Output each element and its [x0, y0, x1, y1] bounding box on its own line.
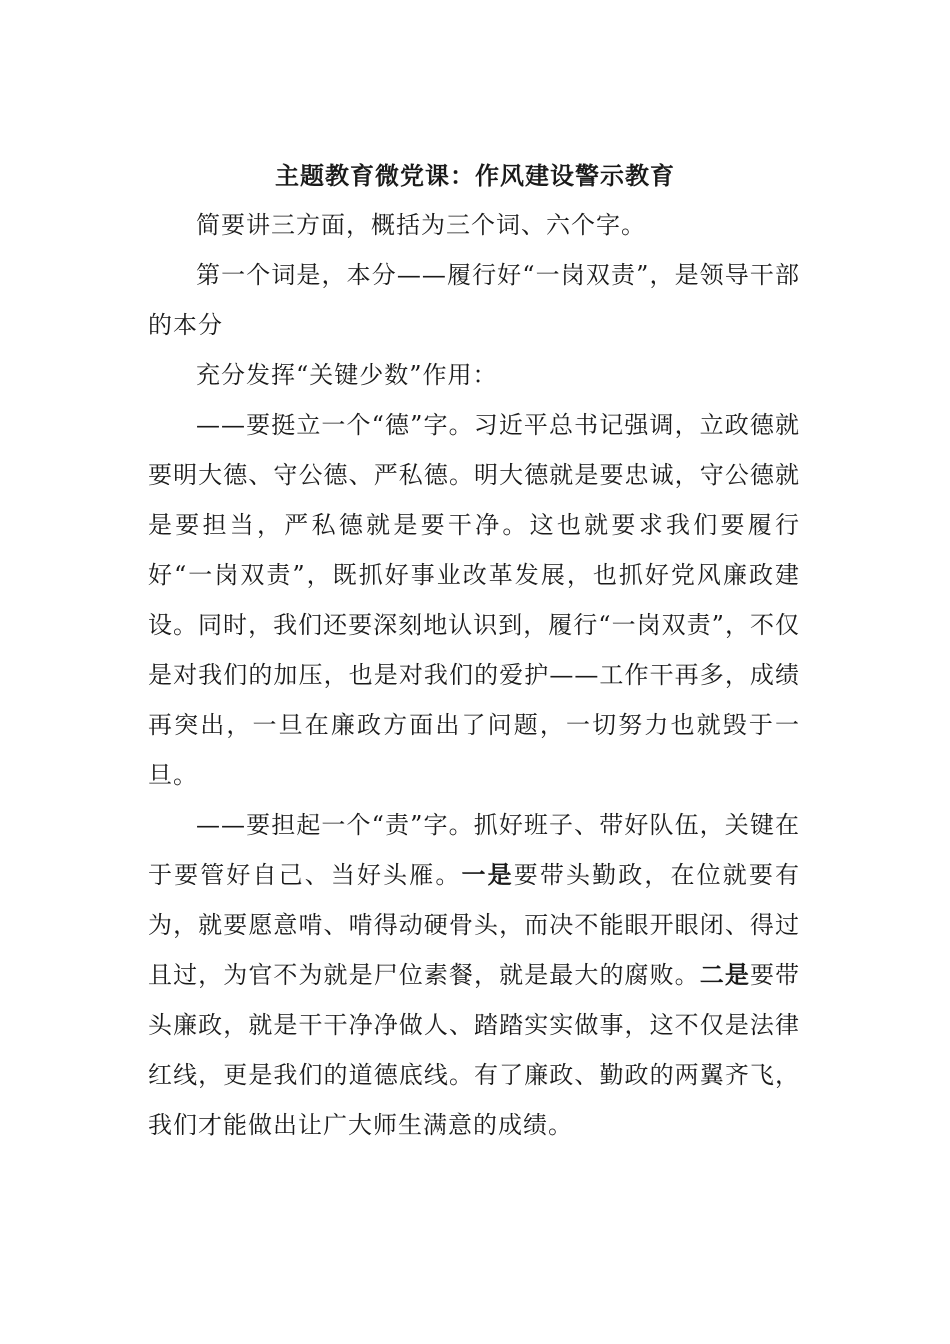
- document-title: 主题教育微党课：作风建设警示教育: [275, 161, 675, 190]
- paragraph: [148, 800, 800, 1150]
- paragraph-text: 要带头勤政，在位就要有为，就要愿意啃、啃得动硬骨头，而决不能眼开眼闭、得过且过，为官不为就是尸位素餐，就是最大的腐败。: [148, 861, 800, 989]
- paragraph: 充分发挥“关键少数”作用：: [196, 361, 498, 389]
- paragraph-text: 要带头廉政，就是干干净净做人、踏踏实实做事，这不仅是法律红线，更是我们的道德底线。有了廉政、勤政的两翼齐飞，我们才能做出让广大师生满意的成绩。: [148, 961, 801, 1139]
- bold-marker: 二是: [699, 960, 750, 989]
- paragraph: ——要挺立一个“德”字。习近平总书记强调，立政德就要明大德、守公德、严私德。明大德就是要忠诚，守公德就是要担当，严私德就是要干净。这也就要求我们要履行好“一岗双责”，既抓好事业改革发展，也抓好党风廉政建设。同时，我们还要深刻地认识到，履行“一岗双责”，不仅是对我们的加压，也是对我们的爱护——工作干再多，成绩再突出，一旦在廉政方面出了问题，一切努力也就毁于一旦。: [148, 411, 800, 789]
- paragraph-text: ——要担起一个“责”字。抓好班子、带好队伍，关键在于要管好自己、当好头雁。: [148, 811, 800, 889]
- bold-marker: 一是: [461, 860, 514, 889]
- document-body: [148, 200, 800, 1150]
- paragraph: 简要讲三方面，概括为三个词、六个字。: [196, 211, 646, 239]
- paragraph: 第一个词是，本分——履行好“一岗双责”，是领导干部的本分: [148, 261, 800, 339]
